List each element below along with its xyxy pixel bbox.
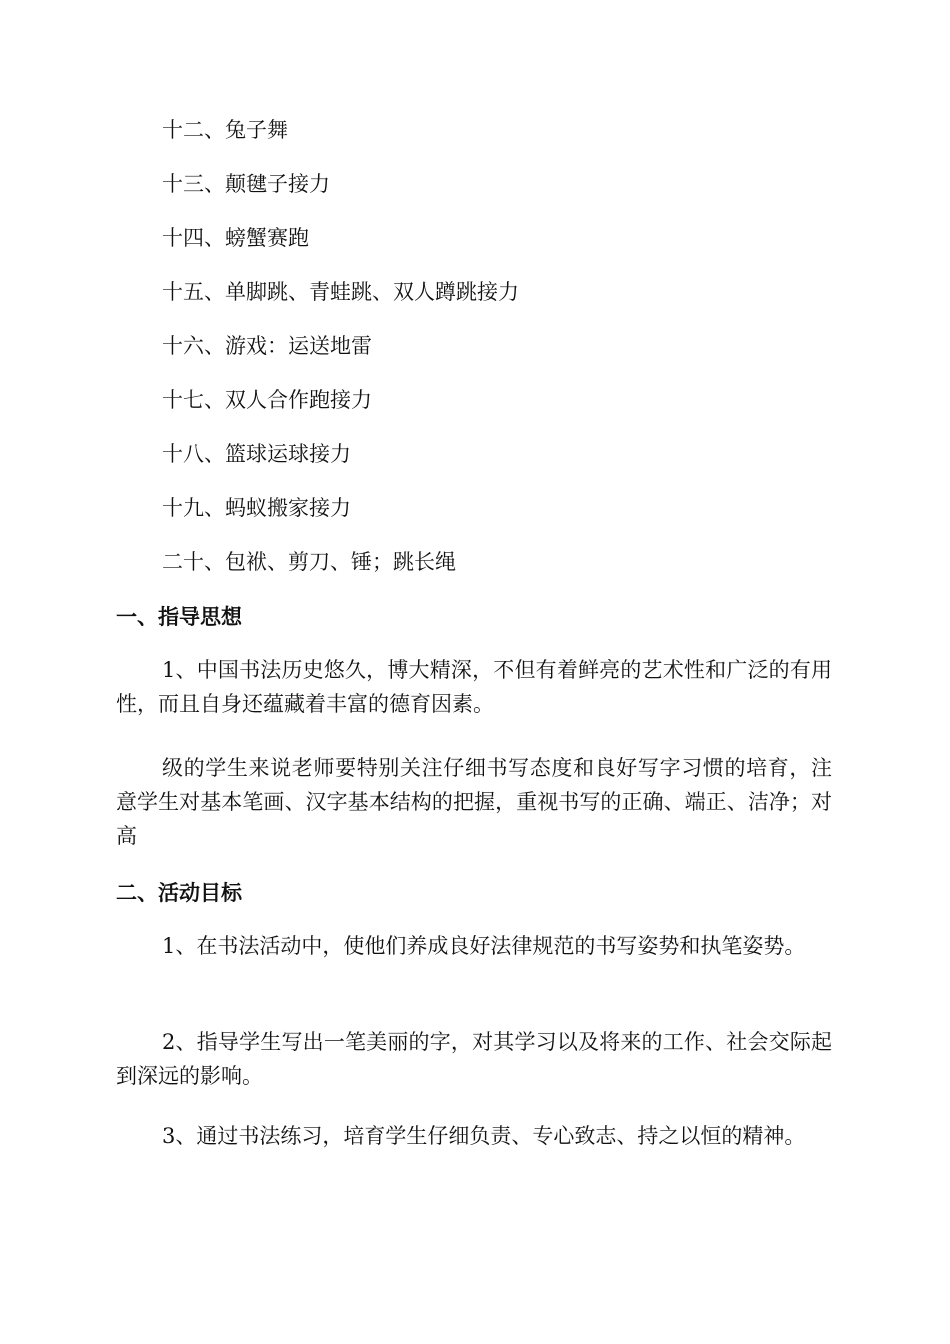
list-item: 十四、螃蟹赛跑 (162, 226, 309, 250)
list-item: 十二、兔子舞 (162, 118, 288, 142)
paragraph: 3、通过书法练习，培育学生仔细负责、专心致志、持之以恒的精神。 (162, 1124, 806, 1148)
paragraph: 1、在书法活动中，使他们养成良好法律规范的书写姿势和执笔姿势。 (162, 934, 806, 958)
list-item: 十八、篮球运球接力 (162, 442, 351, 466)
list-item: 十六、游戏：运送地雷 (162, 334, 372, 358)
list-item: 十三、颠毽子接力 (162, 172, 330, 196)
paragraph: 级的学生来说老师要特别关注仔细书写态度和良好写字习惯的培育，注意学生对基本笔画、汉字基本结构的把握，重视书写的正确、端正、洁净；对高 (116, 756, 832, 848)
section-heading-guiding-thought: 一、指导思想 (116, 604, 242, 629)
paragraph: 2、指导学生写出一笔美丽的字，对其学习以及将来的工作、社会交际起到深远的影响。 (116, 1030, 832, 1088)
list-item: 二十、包袱、剪刀、锤；跳长绳 (162, 550, 456, 574)
list-item: 十九、蚂蚁搬家接力 (162, 496, 351, 520)
list-item: 十七、双人合作跑接力 (162, 388, 372, 412)
list-item: 十五、单脚跳、青蛙跳、双人蹲跳接力 (162, 280, 519, 304)
section-heading-activity-goals: 二、活动目标 (116, 880, 242, 905)
paragraph: 1、中国书法历史悠久，博大精深，不但有着鲜亮的艺术性和广泛的有用性，而且自身还蕴藏着丰富的德育因素。 (116, 658, 832, 716)
